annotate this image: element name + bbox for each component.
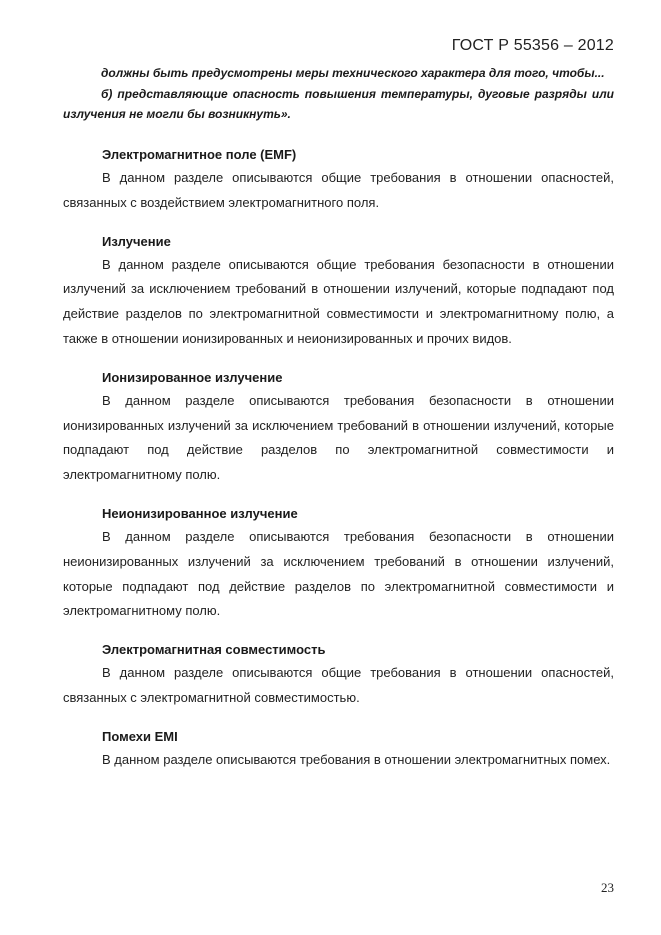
- section-title: Электромагнитная совместимость: [102, 642, 326, 658]
- section-non-ionized-radiation: [63, 504, 614, 624]
- section-title: Излучение: [102, 233, 171, 249]
- section-text: В данном разделе описываются требования безопасности в отношении неионизированных излучений за исключением требований в отношении излучений, которые подпадают под действие разделов по электромагнитной совместимости и электромагнитному полю.: [63, 528, 614, 619]
- quote-paragraph-1: должны быть предусмотрены меры технического характера для того, чтобы...: [101, 66, 605, 80]
- section-title: Ионизированное излучение: [102, 369, 283, 385]
- section-text: В данном разделе описываются общие требования в отношении опасностей, связанных с электромагнитной совместимостью.: [63, 665, 614, 705]
- section-text: В данном разделе описываются требования в отношении электромагнитных помех.: [102, 751, 611, 767]
- section-title: Помехи EMI: [102, 728, 178, 744]
- section-emc: [63, 640, 614, 711]
- section-emi: [63, 727, 614, 773]
- section-ionized-radiation: [63, 368, 614, 488]
- section-text: В данном разделе описываются требования безопасности в отношении ионизированных излучений за исключением требований в отношении излучений, которые подпадают под действие разделов по электромагнитной совместимости и электромагнитному полю.: [63, 392, 614, 483]
- document-header-id: ГОСТ Р 55356 – 2012: [451, 37, 614, 54]
- section-text: В данном разделе описываются общие требования безопасности в отношении излучений за исключением требований в отношении излучений, которые подпадают под действие разделов по электромагнитной совместимости и электромагнитному полю, а также в отношении ионизированных и неионизированных и прочих видов.: [63, 256, 614, 346]
- document-body: [63, 63, 614, 773]
- section-radiation: [63, 232, 614, 352]
- quote-paragraph-2: б) представляющие опасность повышения температуры, дуговые разряды или излучения не могли бы возникнуть».: [63, 87, 614, 121]
- section-title: Неионизированное излучение: [102, 505, 298, 521]
- page-number: 23: [601, 880, 614, 895]
- section-emf: [63, 145, 614, 216]
- section-title: Электромагнитное поле (EMF): [102, 147, 297, 162]
- section-text: В данном разделе описываются общие требования в отношении опасностей, связанных с воздействием электромагнитного поля.: [63, 170, 614, 210]
